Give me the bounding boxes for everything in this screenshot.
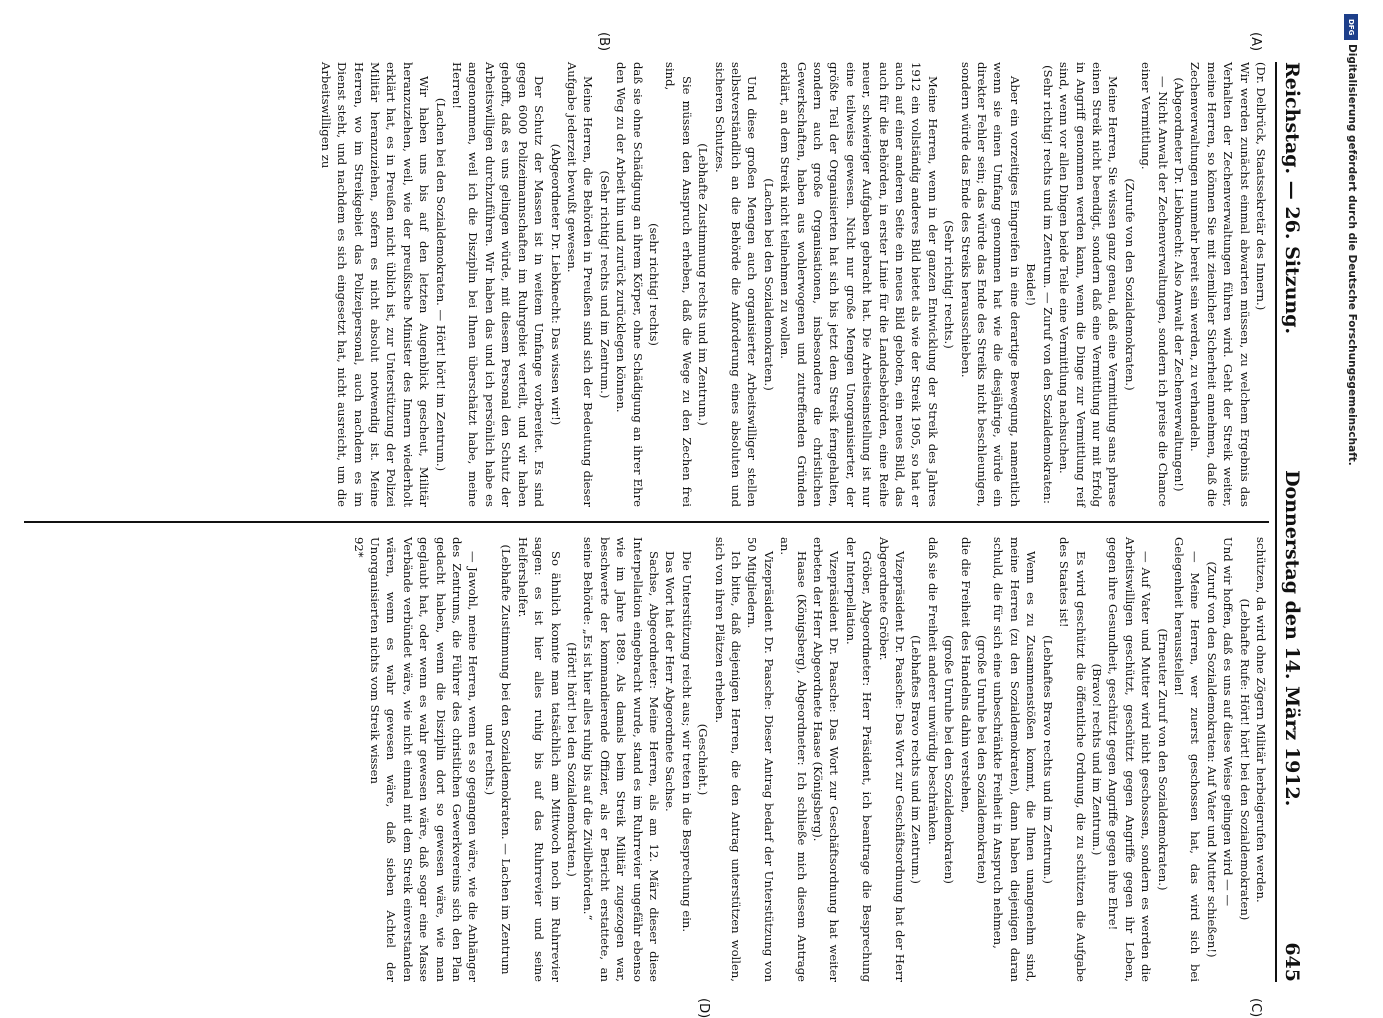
column-divider [24, 521, 1269, 523]
paragraph: — Nicht Anwalt der Zechenverwaltungen, sondern ich preise die Chance einer Vermittlung. [1139, 62, 1170, 507]
paragraph: die die Freiheit des Handelns dahin verstehen, [958, 537, 973, 813]
paragraph: (Bravo! rechts und im Zentrum.) [1089, 663, 1104, 856]
paragraph: Haase (Königsberg), Abgeordneter: Ich schließe mich diesem Antrage an. [778, 537, 809, 982]
paragraph: Gröber, Abgeordneter: Herr Präsident, ich beantrage die Besprechung der Interpellation. [843, 537, 875, 982]
paragraph: — Jawohl, meine Herren, wenn es so gegangen wäre, wie die Anhänger des Zentrums, die Führer des christlichen Gewerkvereins sich den Plan gedacht haben, wenn die Disziplin dort so gewesen wäre, wie man geglaubt hat, oder wenn es wahr gewesen wäre, daß sogar eine Masse Verbände verbündet wäre, wie nicht einmal mit dem Streik einverstanden wären, wenn es wahr gewesen wäre, daß sieben Achtel der Unorganisierten nichts vom Streik wissen [368, 537, 481, 982]
paragraph: (Lebhafte Zustimmung rechts und im Zentrum.) [696, 143, 711, 426]
paragraph: (Geschieht.) [696, 723, 711, 796]
paragraph: (Abgeordneter Dr. Liebknecht: Das wissen wir!) [548, 143, 563, 426]
dfg-sidebar [1336, 8, 1370, 958]
right-text-column [350, 537, 1269, 982]
paragraph: Meine Herren, wenn in der ganzen Entwicklung der Streik des Jahres 1912 ein vollständig anderes Bild bietet als wie der Streik 1905, so hat er auch auf einer anderen Seite ein neues Bild geboten, ein neues Bild, das auch für die Behörden, in erster Linie für die Landesbehörden, eine Reihe neuer, schwieriger Aufgaben gebracht hat. Die Arbeitseinstellung ist nur eine teilweise gewesen. Nicht nur große Mengen Unorganisierter, der größte Teil der Organisierten hat sich bis jetzt dem Streik ferngehalten, sondern auch große Organisationen, insbesondere die christlichen Gewerkschaften, haben aus wohlerwogenen und zutreffenden Gründen erklärt, an dem Streik nicht teilnehmen zu wollen. [778, 62, 940, 507]
paragraph: (große Unruhe bei den Sozialdemokraten) [942, 635, 957, 884]
paragraph: (Abgeordneter Dr. Liebknecht: Also Anwalt der Zechenverwaltungen!) [1171, 77, 1186, 492]
paragraph: — Meine Herren, wer zuerst geschossen hat, das wird sich bei Gelegenheit herausstellen! [1171, 537, 1203, 982]
paragraph: (Lebhaftes Bravo rechts und im Zentrum.) [1040, 635, 1055, 884]
rotated-document-page [21, 32, 1311, 1018]
dfg-logo: DFG [1344, 14, 1358, 40]
paragraph: (Lachen bei den Sozialdemokraten.) [761, 178, 776, 391]
paragraph: (Hört! hört! bei den Sozialdemokraten.) [564, 642, 579, 877]
margin-marker-c: (C) [1248, 998, 1263, 1018]
paragraph: Der Schutz der Massen ist in weitem Umfange vorbereitet. Es sind gegen 6000 Polizeimannschaften im Ruhrgebiet verteilt, und wir haben gehofft, daß es uns gelingen würde, mit diesem Personal den Schutz der Arbeitswilligen durchzuführen. Wir haben das und ich persönlich habe es angenommen, weil ich die Disziplin bei Ihnen überschätzt habe, meine Herren! [450, 62, 547, 507]
paragraph: (Lachen bei den Sozialdemokraten. — Hört! hört! im Zentrum.) [433, 97, 448, 472]
header-rule [1275, 62, 1277, 982]
paragraph: daß sie die Freiheit anderer unwürdig beschränken. [925, 537, 940, 845]
running-head-date: Donnerstag den 14. März 1912. [1281, 470, 1303, 807]
paragraph: Wir haben uns bis auf den letzten Augenblick gescheut, Militär heranzuziehen, weil, wie der preußische Minister des Innern wiederholt erklärt hat, es in Preußen nicht üblich ist, zur Unterstützung der Polizei Militär heranzuziehen, sofern es nicht absolut notwendig ist. Meine Herren, wo im Streikgebiet das Polizeipersonal, auch nachdem es im Dienst steht, und nachdem es sich eingesetzt hat, nicht ausreicht, um die Arbeitswilligen zu [318, 62, 432, 507]
paragraph: Vizepräsident Dr. Paasche: Dieser Antrag bedarf der Unterstützung von 50 Mitgliedern. [745, 537, 776, 982]
page-header [1281, 62, 1311, 982]
paragraph: Sie müssen den Anspruch erheben, daß die Wege zu den Zechen frei sind, [663, 62, 694, 507]
paragraph: (sehr richtig! rechts) [646, 223, 661, 346]
paragraph: Sachse, Abgeordneter: Meine Herren, als am 12. März dieser diese Interpellation eingebracht wurde, stand es im Ruhrrevier ungefähr ebenso wie im Jahre 1889. Als damals beim Streik Militär zugezogen war, beschwerte der kommandierende Offizier, als er Bericht erstattete, an seine Behörde: „Es ist hier alles ruhig bis auf die Zivilbehörden.“ [581, 537, 661, 982]
paragraph: Vizepräsident Dr. Paasche: Das Wort zur Geschäftsordnung hat der Herr Abgeordnete Gröber. [876, 537, 908, 982]
paragraph: (Lebhaftes Bravo rechts und im Zentrum.) [909, 635, 924, 884]
paragraph: Vizepräsident Dr. Paasche: Das Wort zur Geschäftsordnung hat weiter erbeten der Herr Abgeordnete Haase (Königsberg). [811, 537, 842, 982]
paragraph: Meine Herren, die Behörden in Preußen sind sich der Bedeutung dieser Aufgabe jederzeit bewußt gewesen. [564, 62, 596, 507]
paragraph: Und wir hoffen, daß es uns auf diese Weise gelingen wird — — [1221, 537, 1236, 907]
paragraph: (Lebhafte Zustimmung bei den Sozialdemokraten. — Lachen im Zentrum und rechts.) [482, 544, 514, 975]
paragraph: (Lebhafte Rufe: Hört! hört! bei den Sozialdemokraten) [1237, 598, 1252, 921]
left-text-column [317, 62, 1269, 507]
paragraph: Das Wort hat der Herr Abgeordnete Sachse. [663, 551, 678, 812]
paragraph: daß sie ohne Schädigung an ihrem Körper, ohne Schädigung an ihrer Ehre den Weg zu der Arbeit hin und zurück zurücklegen können. [614, 62, 645, 507]
page-number: 645 [1281, 942, 1303, 982]
paragraph: Wir werden zunächst einmal abwarten müssen, zu welchem Ergebnis das Verhalten der Zechenverwaltungen führen wird. Geht der Streik weiter, meine Herren, so können Sie mit ziemlicher Sicherheit annehmen, daß die Zechenverwaltungen nunmehr bereit sein werden, zu verhandeln. [1188, 62, 1252, 507]
paragraph: So ähnlich konnte man tatsächlich am Mittwoch noch im Ruhrrevier sagen: es ist hier alles ruhig bis auf das Ruhrrevier und seine Helfershelfer. [515, 537, 563, 982]
margin-marker-d: (D) [696, 998, 711, 1018]
paragraph: 92* [351, 537, 366, 558]
paragraph: (große Unruhe bei den Sozialdemokraten) [975, 635, 990, 884]
margin-marker-b: (B) [596, 32, 611, 52]
paragraph: (Dr. Delbrück, Staatssekretär des Innern.) [1254, 62, 1268, 311]
paragraph: (Erneuter Zuruf von den Sozialdemokraten.) [1155, 628, 1170, 891]
dfg-notice: Digitalisierung gefördert durch die Deutsche Forschungsgemeinschaft. [1346, 44, 1358, 466]
paragraph: Ich bitte, daß diejenigen Herren, die den Antrag unterstützen wollen, sich von ihren Plätzen erheben. [712, 537, 743, 982]
paragraph: (Sehr richtig! rechts und im Zentrum. — Zuruf von den Sozialdemokraten: Beide!) [1024, 65, 1055, 504]
running-head-left: Reichstag. — 26. Sitzung. [1281, 62, 1303, 335]
paragraph: (Zuruf von den Sozialdemokraten: Auf Vater und Mutter schießen!) [1204, 561, 1219, 958]
paragraph: (Zurufe von den Sozialdemokraten.) [1122, 178, 1137, 391]
margin-marker-a: (A) [1248, 32, 1263, 52]
paragraph: Und diese großen Mengen auch organisierter Arbeitswilliger stellen selbstverständlich an die Behörde die Anforderung eines absoluten und sicheren Schutzes. [712, 62, 760, 507]
paragraph: — Auf Vater und Mutter wird nicht geschossen, sondern es werden die Arbeitswilligen geschützt, geschützt gegen Angriffe gegen ihr Leben, gegen ihre Gesundheit, geschützt gegen Angriffe gegen ihre Ehre! [1106, 537, 1154, 982]
paragraph: (Sehr richtig! rechts.) [942, 220, 957, 349]
paragraph: Wenn es zu Zusammenstößen kommt, die Ihnen unangenehm sind, meine Herren (zu den Sozialdemokraten), dann haben diejenigen daran schuld, die für sich eine unbeschränkte Freiheit in Anspruch nehmen, [991, 537, 1039, 982]
paragraph: Aber ein vorzeitiges Eingreifen in eine derartige Bewegung, namentlich wenn sie einen Umfang genommen hat wie die diesjährige, würde ein direkter Fehler sein; das würde das Ende des Streiks nicht beschleunigen, sondern würde das Ende des Streiks herausschieben. [958, 62, 1022, 507]
paragraph: Meine Herren, Sie wissen ganz genau, daß eine Vermittlung sans phrase einen Streik nicht beendigt, sondern daß eine Vermittlung nur mit Erfolg in Angriff genommen werden kann, wenn die Dinge zur Vermittlung reif sind, wenn vor allen Dingen beide Teile eine Vermittlung nachsuchen. [1057, 62, 1121, 507]
paragraph: (Sehr richtig! rechts und im Zentrum.) [597, 170, 612, 399]
paragraph: schützen, da wird ohne Zögern Militär herbeigerufen werden. [1254, 537, 1268, 903]
paragraph: Die Unterstützung reicht aus; wir treten in die Besprechung ein. [679, 551, 694, 933]
paragraph: Es wird geschützt die öffentliche Ordnung, die zu schützen die Aufgabe des Staates ist! [1057, 537, 1088, 982]
